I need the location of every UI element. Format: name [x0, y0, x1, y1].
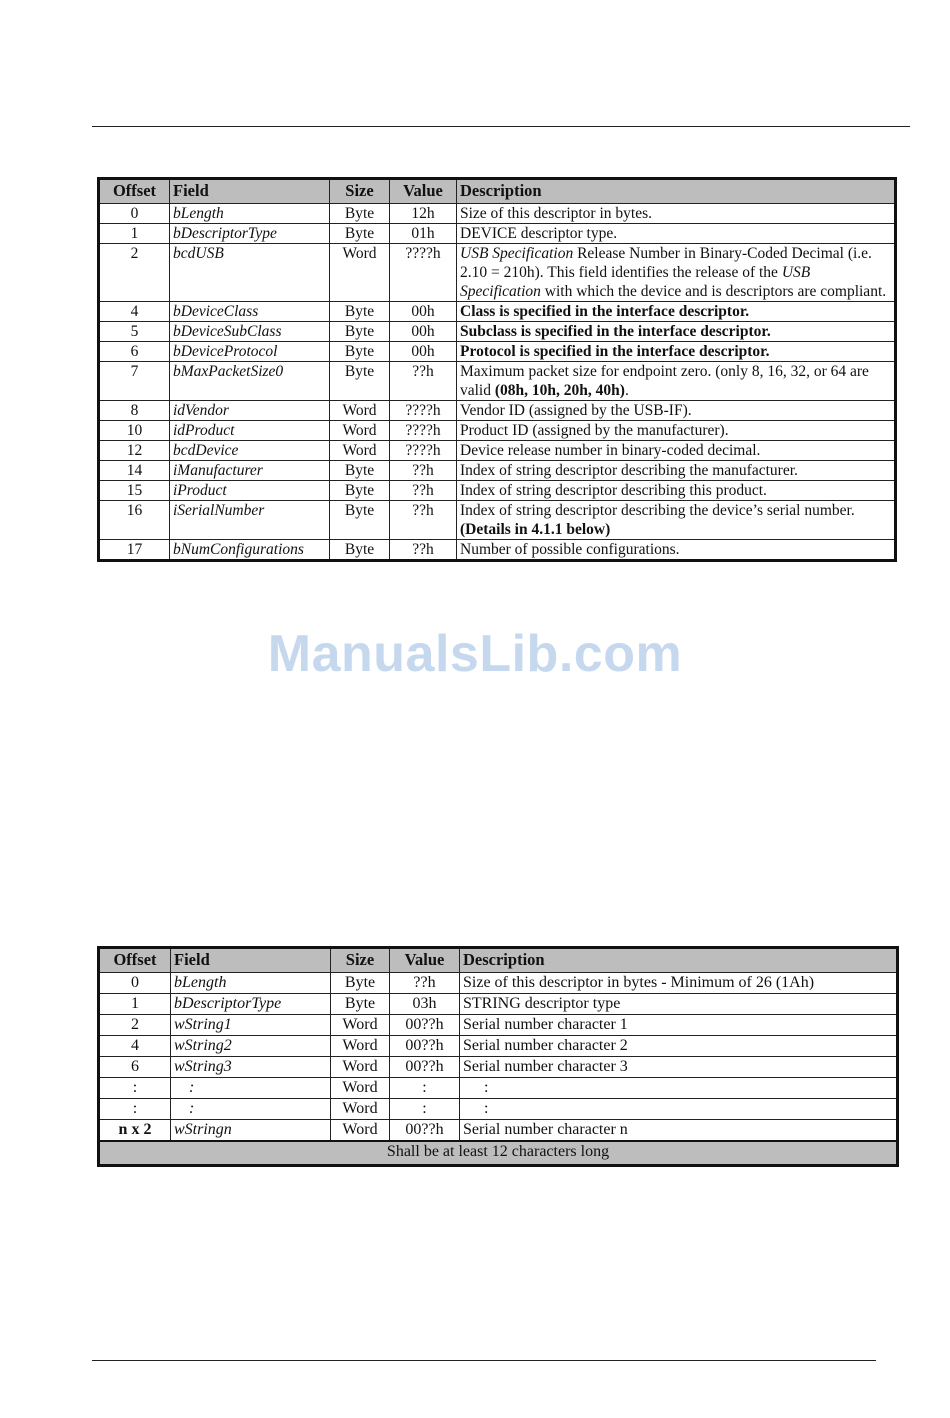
footer-rule	[92, 1360, 876, 1361]
description-cell: Size of this descriptor in bytes.	[457, 204, 896, 224]
description-cell: Product ID (assigned by the manufacturer).	[457, 421, 896, 441]
spec-name: USB Specification	[460, 245, 574, 262]
field-cell: bDescriptorType	[171, 994, 331, 1015]
field-cell: bDeviceProtocol	[170, 342, 330, 362]
description-cell: Serial number character n	[460, 1120, 898, 1142]
field-cell: idVendor	[170, 401, 330, 421]
table-row	[99, 441, 896, 461]
value-cell: ????h	[390, 421, 457, 441]
device-descriptor-table	[97, 177, 897, 562]
size-cell: Word	[330, 401, 390, 421]
offset-cell: 12	[99, 441, 170, 461]
field-cell: :	[171, 1078, 331, 1099]
table-row	[99, 1120, 898, 1142]
field-cell: bDescriptorType	[170, 224, 330, 244]
table-row	[99, 501, 896, 540]
size-cell: Byte	[330, 362, 390, 401]
description-cell: Index of string descriptor describing this product.	[457, 481, 896, 501]
value-cell: 00h	[390, 302, 457, 322]
description-text: Maximum packet size for endpoint zero. (only 8, 16, 32, or 64 are valid	[460, 363, 869, 399]
description-cell: Protocol is specified in the interface descriptor.	[457, 342, 896, 362]
value-cell: :	[390, 1078, 460, 1099]
description-cell: :	[460, 1099, 898, 1120]
spec-name: USB Specification	[460, 264, 811, 300]
value-cell: 00h	[390, 342, 457, 362]
field-cell: bDeviceSubClass	[170, 322, 330, 342]
table-header-row	[99, 948, 898, 973]
table-row	[99, 302, 896, 322]
table-row	[99, 1036, 898, 1057]
footer-note: Shall be at least 12 characters long	[99, 1141, 898, 1166]
string-descriptor-table	[97, 946, 899, 1167]
table-row	[99, 362, 896, 401]
description-cell: Device release number in binary-coded decimal.	[457, 441, 896, 461]
header-rule	[92, 126, 910, 127]
size-cell: Word	[331, 1120, 390, 1142]
size-cell: Word	[331, 1099, 390, 1120]
header-field: Field	[171, 948, 331, 973]
size-cell: Word	[330, 421, 390, 441]
description-cell: Class is specified in the interface descriptor.	[457, 302, 896, 322]
description-cell: Index of string descriptor describing the manufacturer.	[457, 461, 896, 481]
table-row	[99, 461, 896, 481]
size-cell: Byte	[330, 501, 390, 540]
table-row	[99, 1057, 898, 1078]
field-cell: bLength	[170, 204, 330, 224]
description-text: Release Number in Binary-Coded Decimal (i.e. 2.10 = 210h). This field identifies the release of the	[460, 245, 872, 281]
table-row	[99, 540, 896, 561]
value-cell: ??h	[390, 973, 460, 994]
field-cell: wString1	[171, 1015, 331, 1036]
size-cell: Word	[330, 441, 390, 461]
offset-cell: 8	[99, 401, 170, 421]
field-cell: idProduct	[170, 421, 330, 441]
field-cell: bDeviceClass	[170, 302, 330, 322]
field-cell: iManufacturer	[170, 461, 330, 481]
value-cell: 12h	[390, 204, 457, 224]
field-cell: iProduct	[170, 481, 330, 501]
size-cell: Byte	[330, 461, 390, 481]
description-cell: Serial number character 2	[460, 1036, 898, 1057]
value-cell: ??h	[390, 540, 457, 561]
size-cell: Word	[331, 1015, 390, 1036]
offset-cell: 1	[99, 994, 171, 1015]
valid-values: (08h, 10h, 20h, 40h)	[494, 382, 625, 399]
size-cell: Byte	[330, 540, 390, 561]
value-cell: ??h	[390, 461, 457, 481]
table-footer-row	[99, 1141, 898, 1166]
header-offset: Offset	[99, 948, 171, 973]
description-text: Index of string descriptor describing the device’s serial number.	[460, 502, 855, 519]
description-text: with which the device and is descriptors are compliant.	[540, 283, 887, 300]
description-cell	[457, 244, 896, 302]
offset-cell: 5	[99, 322, 170, 342]
value-cell: ????h	[390, 401, 457, 421]
offset-cell: :	[99, 1078, 171, 1099]
size-cell: Byte	[330, 302, 390, 322]
offset-cell: 4	[99, 302, 170, 322]
table-row	[99, 1099, 898, 1120]
field-cell: wString3	[171, 1057, 331, 1078]
description-cell: :	[460, 1078, 898, 1099]
size-cell: Word	[331, 1036, 390, 1057]
description-cell: DEVICE descriptor type.	[457, 224, 896, 244]
size-cell: Word	[331, 1057, 390, 1078]
header-field: Field	[170, 179, 330, 204]
header-size: Size	[331, 948, 390, 973]
value-cell: ????h	[390, 244, 457, 302]
value-cell: ??h	[390, 362, 457, 401]
table-row	[99, 1015, 898, 1036]
size-cell: Byte	[331, 973, 390, 994]
table-row	[99, 1078, 898, 1099]
field-cell: :	[171, 1099, 331, 1120]
description-cell: Number of possible configurations.	[457, 540, 896, 561]
offset-cell: 17	[99, 540, 170, 561]
size-cell: Byte	[331, 994, 390, 1015]
description-cell: Vendor ID (assigned by the USB-IF).	[457, 401, 896, 421]
offset-cell: :	[99, 1099, 171, 1120]
header-description: Description	[460, 948, 898, 973]
offset-cell: 6	[99, 342, 170, 362]
header-offset: Offset	[99, 179, 170, 204]
field-cell: bMaxPacketSize0	[170, 362, 330, 401]
field-cell: wStringn	[171, 1120, 331, 1142]
size-cell: Word	[330, 244, 390, 302]
header-value: Value	[390, 948, 460, 973]
field-cell: bLength	[171, 973, 331, 994]
field-cell: bcdUSB	[170, 244, 330, 302]
table-row	[99, 401, 896, 421]
size-cell: Byte	[330, 481, 390, 501]
offset-cell: 4	[99, 1036, 171, 1057]
value-cell: ??h	[390, 481, 457, 501]
value-cell: ??h	[390, 501, 457, 540]
offset-cell: 7	[99, 362, 170, 401]
table-row	[99, 421, 896, 441]
value-cell: 00??h	[390, 1120, 460, 1142]
value-cell: :	[390, 1099, 460, 1120]
table-row	[99, 204, 896, 224]
value-cell: 00??h	[390, 1036, 460, 1057]
field-cell: wString2	[171, 1036, 331, 1057]
details-reference: (Details in 4.1.1 below)	[460, 521, 611, 538]
size-cell: Byte	[330, 204, 390, 224]
table-row	[99, 342, 896, 362]
offset-cell: 6	[99, 1057, 171, 1078]
field-cell: bNumConfigurations	[170, 540, 330, 561]
table-row	[99, 224, 896, 244]
value-cell: 00h	[390, 322, 457, 342]
size-cell: Byte	[330, 322, 390, 342]
value-cell: 03h	[390, 994, 460, 1015]
table-header-row	[99, 179, 896, 204]
offset-cell: 10	[99, 421, 170, 441]
field-cell: bcdDevice	[170, 441, 330, 461]
description-cell: Serial number character 3	[460, 1057, 898, 1078]
field-cell: iSerialNumber	[170, 501, 330, 540]
offset-cell: 0	[99, 204, 170, 224]
offset-cell: 0	[99, 973, 171, 994]
header-description: Description	[457, 179, 896, 204]
offset-cell: 16	[99, 501, 170, 540]
offset-cell: 2	[99, 244, 170, 302]
offset-cell: n x 2	[99, 1120, 171, 1142]
table-row	[99, 481, 896, 501]
offset-cell: 15	[99, 481, 170, 501]
table-row	[99, 973, 898, 994]
description-cell: STRING descriptor type	[460, 994, 898, 1015]
value-cell: ????h	[390, 441, 457, 461]
value-cell: 01h	[390, 224, 457, 244]
size-cell: Word	[331, 1078, 390, 1099]
offset-cell: 1	[99, 224, 170, 244]
value-cell: 00??h	[390, 1057, 460, 1078]
header-size: Size	[330, 179, 390, 204]
header-value: Value	[390, 179, 457, 204]
description-cell	[457, 501, 896, 540]
size-cell: Byte	[330, 342, 390, 362]
watermark: ManualsLib.com	[267, 625, 683, 683]
offset-cell: 14	[99, 461, 170, 481]
description-cell: Serial number character 1	[460, 1015, 898, 1036]
description-cell: Size of this descriptor in bytes - Minimum of 26 (1Ah)	[460, 973, 898, 994]
offset-cell: 2	[99, 1015, 171, 1036]
description-text: .	[624, 382, 629, 399]
description-cell	[457, 362, 896, 401]
size-cell: Byte	[330, 224, 390, 244]
table-row	[99, 322, 896, 342]
table-row	[99, 244, 896, 302]
value-cell: 00??h	[390, 1015, 460, 1036]
description-cell: Subclass is specified in the interface descriptor.	[457, 322, 896, 342]
table-row	[99, 994, 898, 1015]
